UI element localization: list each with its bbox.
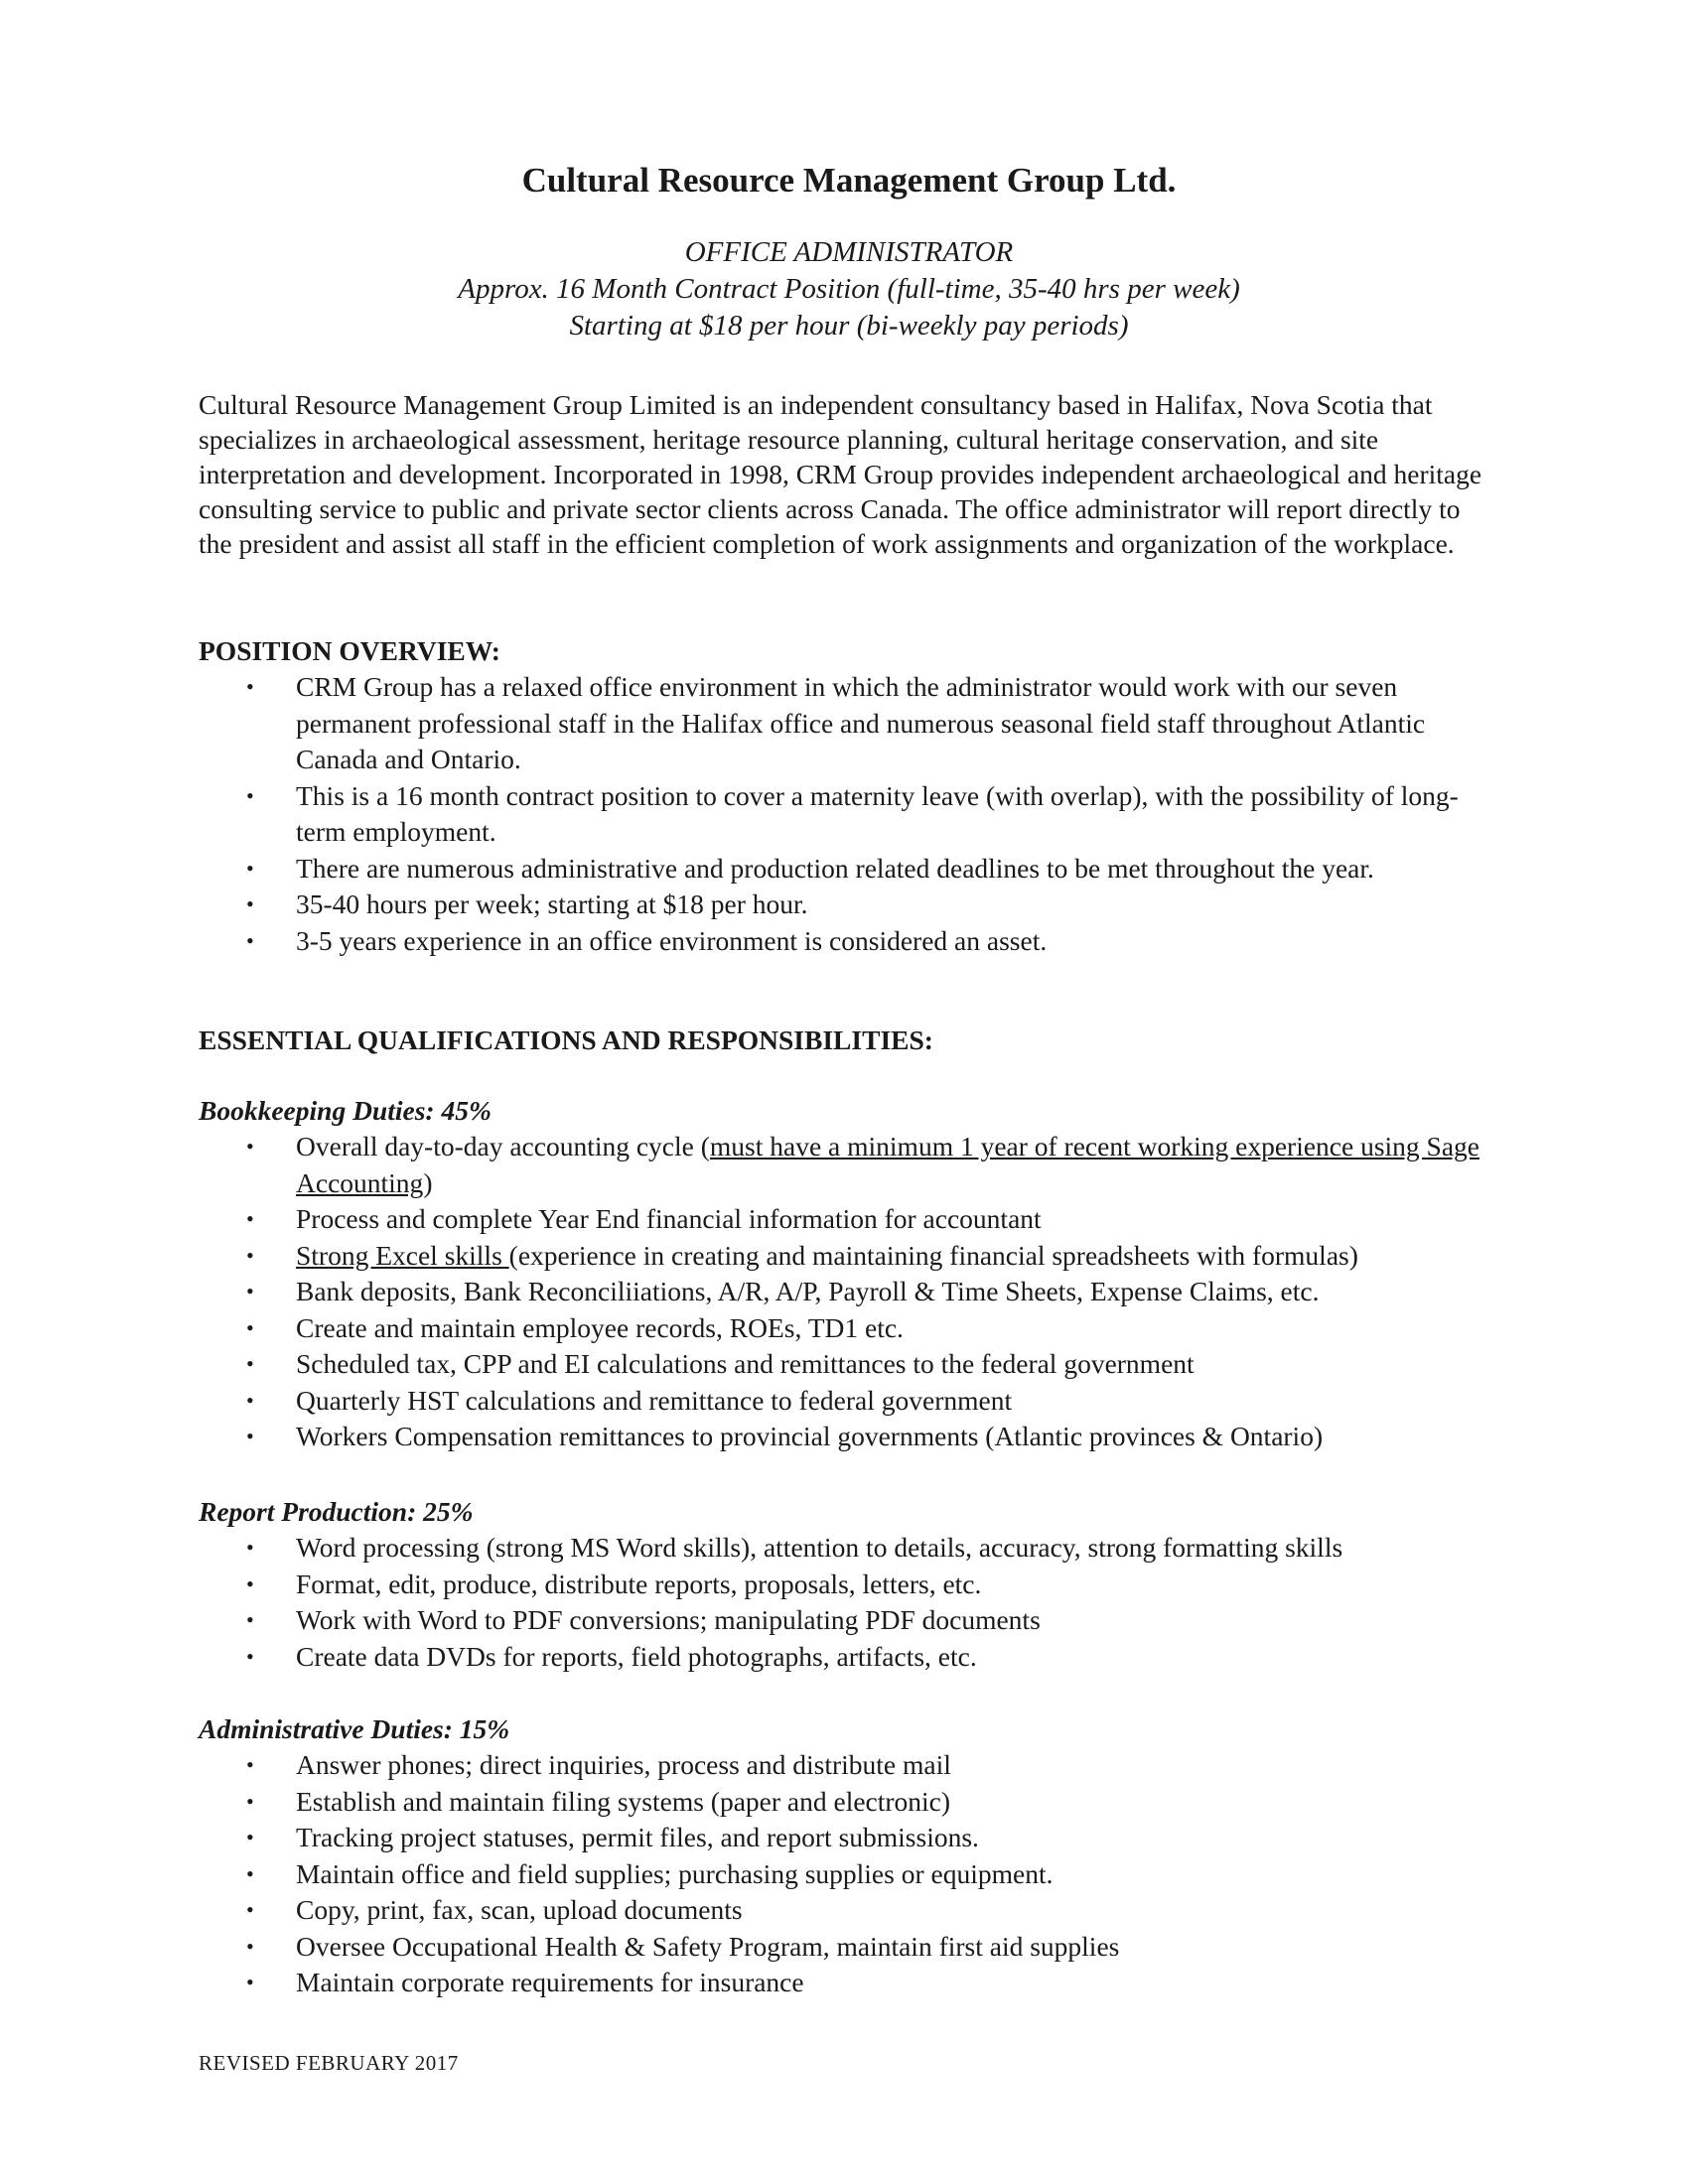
- bullet-icon: •: [246, 1314, 254, 1340]
- list-item: • Answer phones; direct inquiries, process and distribute mail: [199, 1747, 1499, 1784]
- administrative-list: [199, 1747, 1499, 2001]
- bullet-icon: •: [246, 1279, 254, 1303]
- company-title: Cultural Resource Management Group Ltd.: [521, 161, 1177, 200]
- list-item: • 35-40 hours per week; starting at $18 per hour.: [199, 887, 1499, 923]
- bullet-icon: •: [246, 1607, 254, 1632]
- position-overview-list: [199, 669, 1499, 959]
- excel-skills-text: Strong Excel skills: [296, 1239, 509, 1271]
- bullet-icon: •: [246, 1134, 254, 1159]
- bookkeeping-list: [199, 1129, 1499, 1455]
- bullet-icon: •: [246, 1933, 254, 1959]
- list-item: • There are numerous administrative and production related deadlines to be met throughout the year.: [199, 851, 1499, 887]
- bullet-icon: •: [246, 1970, 254, 1994]
- revision-footer: REVISED FEBRUARY 2017: [199, 2051, 459, 2075]
- position-subheading: [199, 234, 1499, 344]
- bullet-icon: •: [246, 674, 254, 699]
- bullet-icon: •: [246, 1897, 254, 1922]
- list-item: • Oversee Occupational Health & Safety Program, maintain first aid supplies: [199, 1929, 1499, 1966]
- list-item: • Strong Excel skills (experience in creating and maintaining financial spreadsheets with formulas): [199, 1238, 1499, 1275]
- report-production-section: [199, 1494, 1499, 1675]
- list-item: • CRM Group has a relaxed office environment in which the administrator would work with our seven permanent professional staff in the Halifax office and numerous seasonal field staff throughout Atlantic Canada and Ontario.: [246, 671, 1426, 774]
- bullet-icon: •: [246, 1535, 254, 1560]
- bullet-icon: •: [246, 1242, 254, 1268]
- bullet-icon: •: [246, 782, 254, 808]
- list-item: • Word processing (strong MS Word skills), attention to details, accuracy, strong formatting skills: [199, 1530, 1499, 1567]
- essentials-section: [199, 1023, 1499, 1058]
- bullet-icon: •: [246, 891, 254, 916]
- bullet-icon: •: [246, 1643, 254, 1669]
- bullet-icon: •: [246, 1424, 254, 1448]
- bullet-icon: •: [246, 1860, 254, 1886]
- bullet-icon: •: [246, 855, 254, 881]
- list-item: • Work with Word to PDF conversions; manipulating PDF documents: [199, 1602, 1499, 1639]
- bullet-icon: •: [246, 1752, 254, 1777]
- bookkeeping-section: [199, 1093, 1499, 1455]
- list-item: • Scheduled tax, CPP and EI calculations and remittances to the federal government: [199, 1346, 1499, 1383]
- bullet-icon: •: [246, 1825, 254, 1849]
- position-overview-section: [199, 633, 1499, 959]
- list-item: • Tracking project statuses, permit files, and report submissions.: [199, 1820, 1499, 1856]
- essentials-heading: ESSENTIAL QUALIFICATIONS AND RESPONSIBILITIES:: [199, 1024, 933, 1055]
- list-item: • Bank deposits, Bank Reconciliiations, A/R, A/P, Payroll & Time Sheets, Expense Claims, etc.: [199, 1274, 1499, 1310]
- bullet-icon: •: [246, 1387, 254, 1413]
- report-production-heading: Report Production: 25%: [199, 1496, 474, 1527]
- administrative-heading: Administrative Duties: 15%: [199, 1713, 510, 1744]
- list-item: • This is a 16 month contract position to cover a maternity leave (with overlap), with the possibility of long-term employment.: [246, 779, 1459, 847]
- list-item: • Process and complete Year End financial information for accountant: [199, 1201, 1499, 1238]
- position-overview-heading: POSITION OVERVIEW:: [199, 635, 500, 666]
- list-item: • Establish and maintain filing systems (paper and electronic): [199, 1784, 1499, 1821]
- intro-paragraph: Cultural Resource Management Group Limited is an independent consultancy based in Halifax, Nova Scotia that specializes in archaeological assessment, heritage resource planning, cultural heritage conservation, and site interpretation and development. Incorporated in 1998, CRM Group provides independent archaeological and heritage consulting service to public and private sector clients across Canada. The office administrator will report directly to the president and assist all staff in the efficient completion of work assignments and organization of the workplace.: [199, 389, 1482, 559]
- list-item: • Quarterly HST calculations and remittance to federal government: [199, 1383, 1499, 1420]
- list-item: • Create data DVDs for reports, field photographs, artifacts, etc.: [199, 1639, 1499, 1676]
- pay-line: Starting at $18 per hour (bi-weekly pay periods): [569, 310, 1129, 341]
- list-item: • Copy, print, fax, scan, upload documents: [199, 1892, 1499, 1929]
- list-item: • Overall day-to-day accounting cycle (must have a minimum 1 year of recent working experience using Sage Accounting): [246, 1131, 1480, 1198]
- bullet-icon: •: [246, 927, 254, 953]
- list-item: • Maintain corporate requirements for insurance: [199, 1965, 1499, 2001]
- bullet-icon: •: [246, 1570, 254, 1596]
- list-item: • Format, edit, produce, distribute reports, proposals, letters, etc.: [199, 1567, 1499, 1603]
- bullet-icon: •: [246, 1351, 254, 1376]
- bookkeeping-heading: Bookkeeping Duties: 45%: [199, 1095, 492, 1126]
- contract-line: Approx. 16 Month Contract Position (full-time, 35-40 hrs per week): [458, 273, 1240, 305]
- list-item: • Workers Compensation remittances to provincial governments (Atlantic provinces & Ontario): [199, 1419, 1499, 1455]
- administrative-section: [199, 1711, 1499, 2001]
- bullet-icon: •: [246, 1206, 254, 1231]
- sage-requirement-text: must have a minimum 1 year of recent working experience using Sage Accounting: [296, 1131, 1480, 1198]
- list-item: • Maintain office and field supplies; purchasing supplies or equipment.: [199, 1856, 1499, 1893]
- list-item: • Create and maintain employee records, ROEs, TD1 etc.: [199, 1310, 1499, 1347]
- list-item: • 3-5 years experience in an office environment is considered an asset.: [199, 923, 1499, 960]
- position-title: OFFICE ADMINISTRATOR: [684, 236, 1014, 268]
- report-production-list: [199, 1530, 1499, 1675]
- bullet-icon: •: [246, 1788, 254, 1814]
